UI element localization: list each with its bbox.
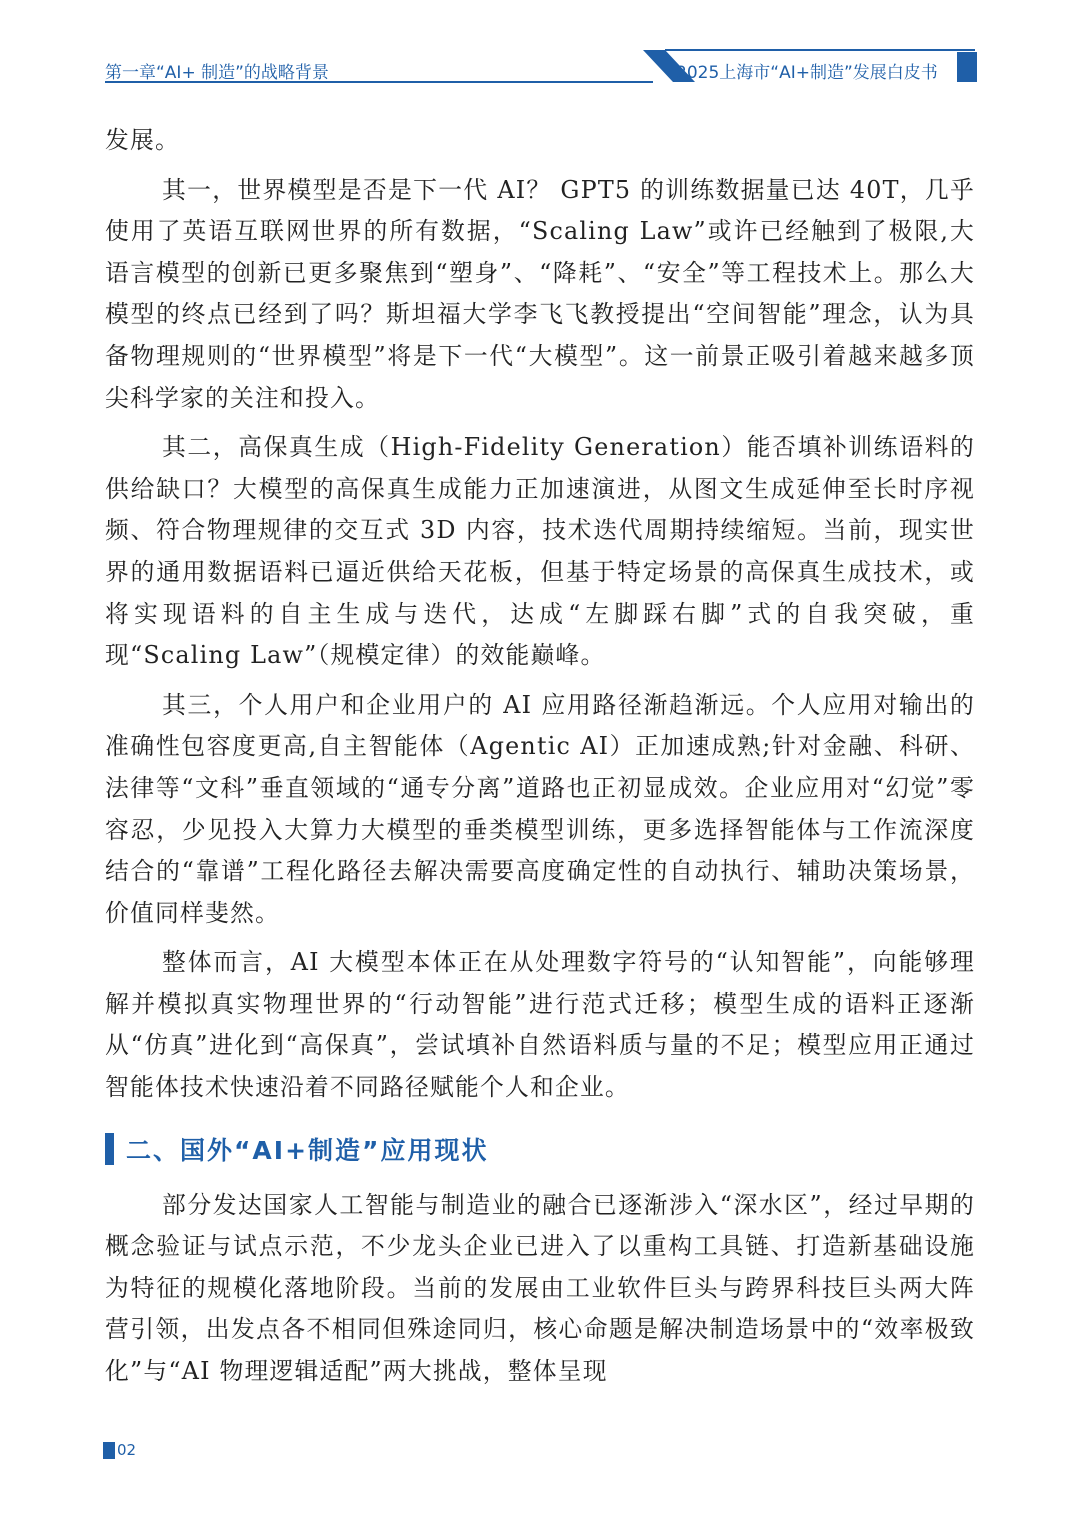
paragraph-continuation: 发展。 bbox=[105, 126, 180, 154]
page-header bbox=[0, 0, 1080, 90]
paragraph-foreign-status: 部分发达国家人工智能与制造业的融合已逐渐涉入“深水区”，经过早期的概念验证与试点示范，不少龙头企业已进入了以重构工具链、打造新基础设施为特征的规模化落地阶段。当前的发展由工业软件巨头与跨界科技巨头两大阵营引领，出发点各不相同但殊途同归，核心命题是解决制造场景中的“效率极致化”与“AI 物理逻辑适配”两大挑战，整体呈现 bbox=[105, 1190, 975, 1386]
section-heading-text: 二、国外“AI+制造”应用现状 bbox=[126, 1135, 489, 1165]
paragraph-summary: 整体而言，AI 大模型本体正在从处理数字符号的“认知智能”，向能够理解并模拟真实物理世界的“行动智能”进行范式迁移；模型生成的语料正逐渐从“仿真”进化到“高保真”，尝试填补自然语料质与量的不足；模型应用正通过智能体技术快速沿着不同路径赋能个人和企业。 bbox=[105, 948, 975, 1102]
section-heading bbox=[105, 1127, 975, 1171]
page-number: 02 bbox=[117, 1441, 137, 1459]
book-title: 2025上海市“AI+制造”发展白皮书 bbox=[676, 63, 938, 83]
paragraph-high-fidelity: 其二，高保真生成（High-Fidelity Generation）能否填补训练语料的供给缺口？大模型的高保真生成能力正加速演进，从图文生成延伸至长时序视频、符合物理规律的交互式 3D 内容，技术迭代周期持续缩短。当前，现实世界的通用数据语料已逼近供给天花板，但基于特定场景的高保真生成技术，或将实现语料的自主生成与迭代，达成“左脚踩右脚”式的自我突破，重现“Scaling Law”（规模定律）的效能巅峰。 bbox=[105, 433, 975, 670]
paragraph-world-model: 其一，世界模型是否是下一代 AI？ GPT5 的训练数据量已达 40T，几乎使用了英语互联网世界的所有数据，“Scaling Law”或许已经触到了极限,大语言模型的创新已更多聚焦到“塑身”、“降耗”、“安全”等工程技术上。那么大模型的终点已经到了吗？斯坦福大学李飞飞教授提出“空间智能”理念，认为具备物理规则的“世界模型”将是下一代“大模型”。这一前景正吸引着越来越多顶尖科学家的关注和投入。 bbox=[105, 175, 975, 412]
main-content bbox=[105, 120, 975, 1401]
footer-square-icon bbox=[103, 1442, 115, 1459]
heading-bar-icon bbox=[105, 1133, 114, 1165]
paragraph-user-paths: 其三，个人用户和企业用户的 AI 应用路径渐趋渐远。个人应用对输出的准确性包容度更高,自主智能体（Agentic AI）正加速成熟;针对金融、科研、法律等“文科”垂直领域的“通专分离”道路也正初显成效。企业应用对“幻觉”零容忍，少见投入大算力大模型的垂类模型训练，更多选择智能体与工作流深度结合的“靠谱”工程化路径去解决需要高度确定性的自动执行、辅助决策场景，价值同样斐然。 bbox=[105, 690, 975, 927]
chapter-title: 第一章“AI+ 制造”的战略背景 bbox=[105, 63, 329, 83]
page-footer bbox=[103, 1441, 136, 1459]
